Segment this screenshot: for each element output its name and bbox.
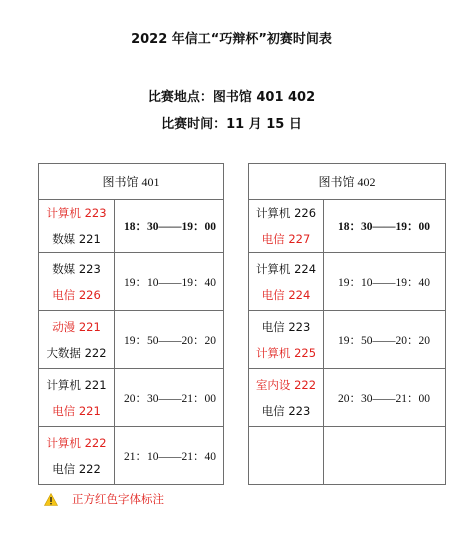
team-b: 计算机 225: [255, 345, 317, 360]
team-b: 电信 222: [52, 461, 101, 476]
team-a: 室内设 222: [255, 377, 317, 392]
venue-line: 比赛地点：图书馆 401 402: [147, 90, 316, 105]
table-row: [39, 200, 224, 253]
time-slot: 18：30——19：00: [324, 200, 446, 253]
table-row: [249, 253, 446, 311]
warning-icon: [44, 493, 58, 506]
team-b: 电信 226: [52, 287, 101, 302]
time-slot: 20：30——21：00: [115, 369, 224, 427]
table-row: [249, 200, 446, 253]
time-slot: 18：30——19：00: [115, 200, 224, 253]
table-row: [39, 427, 224, 485]
team-b: 电信 227: [261, 232, 311, 246]
time-slot: 19：10——19：40: [115, 253, 224, 311]
room-401-table: [38, 163, 224, 485]
time-slot: [324, 427, 446, 485]
team-b: 电信 223: [261, 403, 311, 418]
time-slot: 19：50——20：20: [324, 311, 446, 369]
table-row: [249, 369, 446, 427]
date-line: 比赛时间：11 月 15 日: [161, 117, 302, 132]
team-b: 电信 221: [52, 403, 101, 418]
legend-note-text: 正方红色字体标注: [72, 492, 164, 506]
team-a: 电信 223: [261, 319, 311, 334]
room-402-table: [248, 163, 446, 485]
team-a: 计算机 222: [46, 435, 107, 450]
team-b: 电信 224: [261, 287, 311, 302]
table-row: [39, 369, 224, 427]
team-a: 计算机 226: [255, 206, 317, 220]
team-a: 计算机 223: [46, 206, 107, 220]
table-row: [249, 427, 446, 485]
team-a: 计算机 224: [255, 261, 317, 276]
time-slot: 21：10——21：40: [115, 427, 224, 485]
team-a: 数媒 223: [52, 261, 101, 276]
time-slot: 19：50——20：20: [115, 311, 224, 369]
table-row: [249, 311, 446, 369]
room-402-header: 图书馆 402: [249, 164, 446, 200]
team-b: 大数据 222: [46, 345, 107, 360]
team-a: 计算机 221: [46, 377, 107, 392]
time-slot: 19：10——19：40: [324, 253, 446, 311]
team-a: 动漫 221: [52, 319, 101, 334]
page-title: 2022 年信工“巧辩杯”初赛时间表: [131, 32, 332, 47]
table-row: [39, 253, 224, 311]
room-401-header: 图书馆 401: [39, 164, 224, 200]
legend-note: [44, 491, 164, 507]
time-slot: 20：30——21：00: [324, 369, 446, 427]
team-b: 数媒 221: [52, 232, 101, 246]
table-row: [39, 311, 224, 369]
